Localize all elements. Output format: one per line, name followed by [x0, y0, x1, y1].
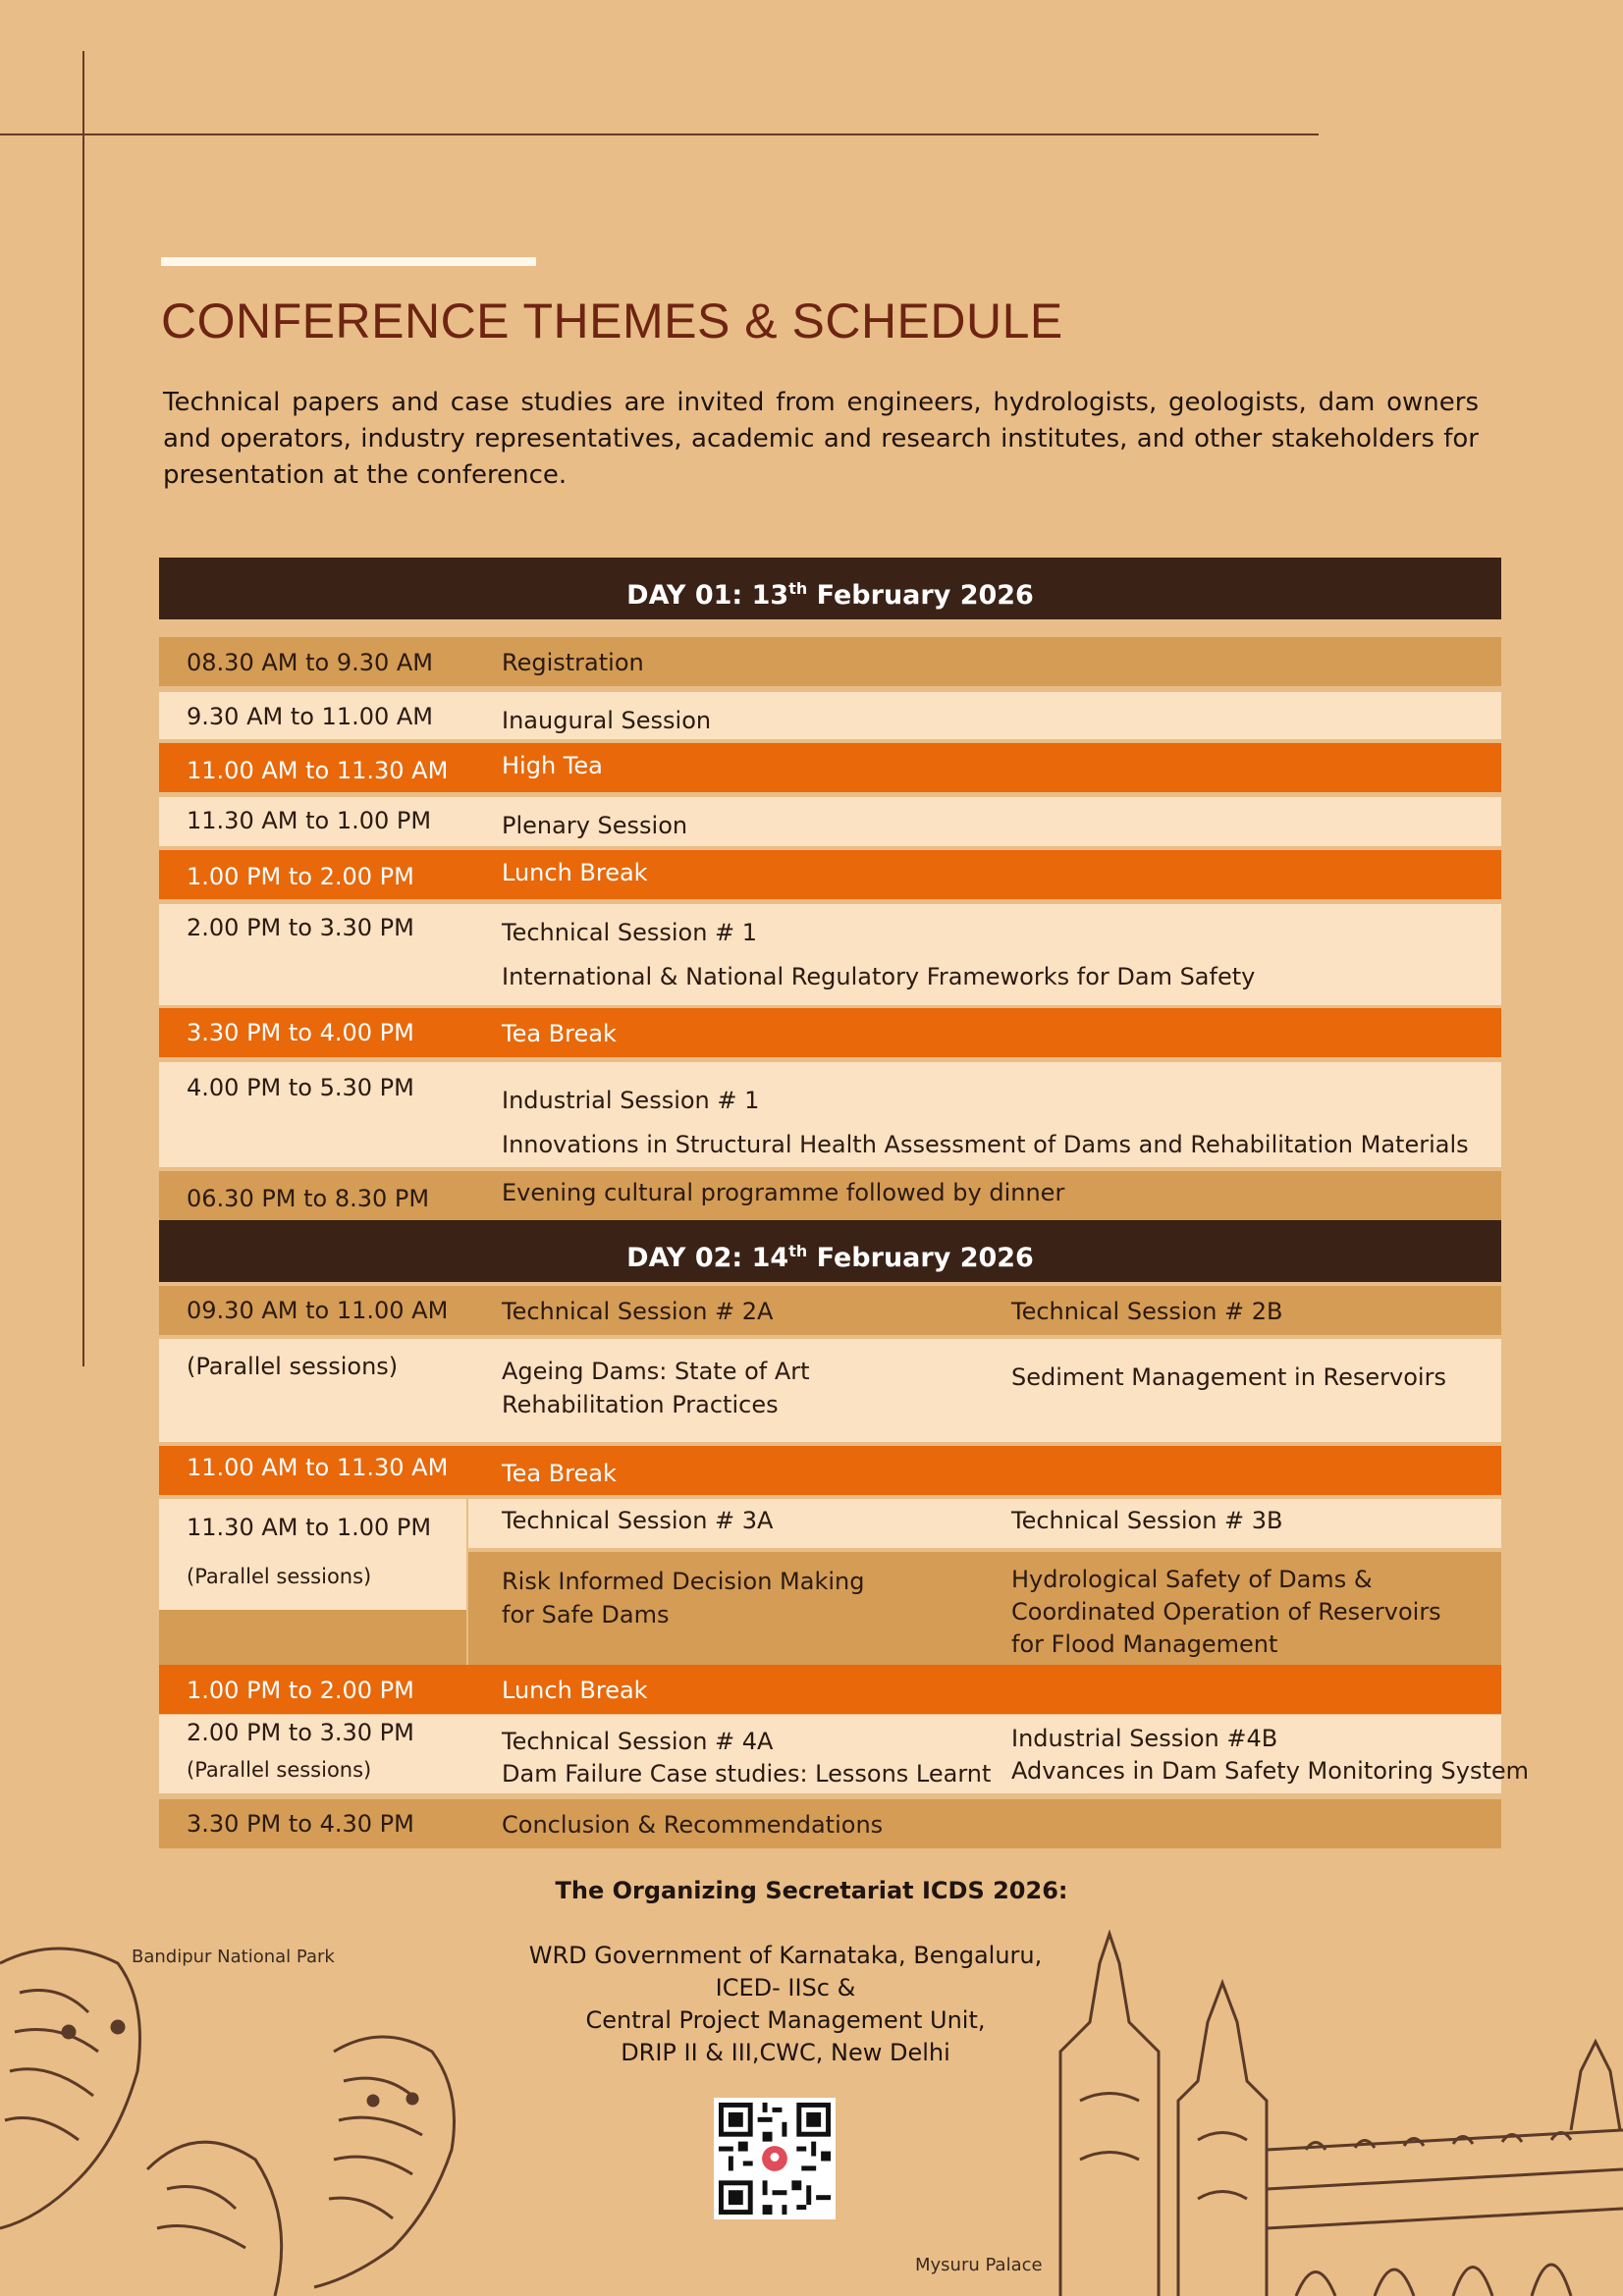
schedule-row	[159, 637, 1501, 686]
session-b-title-line3: for Flood Management	[1011, 1630, 1278, 1658]
row-event: High Tea	[502, 752, 603, 779]
schedule-row	[159, 1171, 1501, 1220]
session-a-detail: Dam Failure Case studies: Lessons Learnt	[502, 1760, 992, 1788]
row-detail: Innovations in Structural Health Assessment of Dams and Rehabilitation Materials	[502, 1131, 1469, 1158]
schedule-row	[468, 1499, 1501, 1548]
decorative-vertical-line	[82, 51, 84, 1366]
organizer-line: WRD Government of Karnataka, Bengaluru,	[528, 1942, 1043, 1969]
row-time: 2.00 PM to 3.30 PM	[187, 914, 414, 941]
row-time: 11.00 AM to 11.30 AM	[187, 757, 449, 784]
session-b-detail: Advances in Dam Safety Monitoring System	[1011, 1757, 1530, 1785]
caption-right: Mysuru Palace	[915, 2255, 1043, 2275]
schedule-row	[159, 904, 1501, 1005]
row-time: 11.30 AM to 1.00 PM	[187, 807, 432, 834]
title-accent-bar	[161, 257, 536, 266]
row-time: 4.00 PM to 5.30 PM	[187, 1074, 414, 1101]
schedule-row	[159, 1339, 1501, 1442]
session-a: Technical Session # 3A	[502, 1507, 774, 1534]
row-event: Registration	[502, 649, 644, 676]
row-time: 2.00 PM to 3.30 PM	[187, 1719, 414, 1746]
session-b-title: Hydrological Safety of Dams &	[1011, 1566, 1373, 1593]
time-cell-filler	[159, 1610, 466, 1665]
page-title: CONFERENCE THEMES & SCHEDULE	[161, 294, 1063, 348]
row-time: 06.30 PM to 8.30 PM	[187, 1185, 430, 1212]
schedule-row	[159, 743, 1501, 792]
row-note: (Parallel sessions)	[187, 1353, 399, 1380]
schedule-row	[468, 1552, 1501, 1665]
schedule-row	[159, 797, 1501, 846]
session-b-title: Industrial Session #4B	[1011, 1725, 1278, 1752]
day2-label-prefix: DAY 02: 14	[626, 1243, 789, 1273]
intro-paragraph: Technical papers and case studies are invited from engineers, hydrologists, geologists, dam owners and operators, industry representatives, academic and research institutes, and other stakeholders for presentation at the conference.	[163, 388, 1479, 490]
organizer-line: DRIP II & III,CWC, New Delhi	[621, 2039, 950, 2066]
day1-header	[159, 558, 1501, 619]
row-time: 1.00 PM to 2.00 PM	[187, 1677, 414, 1704]
session-a-title: Risk Informed Decision Making	[502, 1568, 865, 1595]
session-a-title: Ageing Dams: State of Art	[502, 1358, 810, 1385]
row-event: Tea Break	[502, 1460, 617, 1487]
day1-label-prefix: DAY 01: 13	[626, 580, 789, 611]
organizer-line: ICED- IISc &	[715, 1974, 856, 2002]
organizer-line: Central Project Management Unit,	[585, 2006, 986, 2034]
row-event: Plenary Session	[502, 812, 688, 839]
session-b-title-line2: Coordinated Operation of Reservoirs	[1011, 1598, 1441, 1626]
row-event: Evening cultural programme followed by dinner	[502, 1179, 1065, 1206]
schedule-row	[159, 692, 1501, 739]
day1-label-suffix: February 2026	[807, 580, 1034, 611]
schedule-row	[159, 1008, 1501, 1057]
qr-code-icon	[714, 2098, 836, 2219]
session-b: Technical Session # 2B	[1011, 1298, 1283, 1325]
session-a: Technical Session # 2A	[502, 1298, 774, 1325]
row-time: 09.30 AM to 11.00 AM	[187, 1297, 449, 1324]
palace-illustration	[1011, 1904, 1623, 2296]
schedule-row	[159, 1799, 1501, 1848]
schedule-row	[159, 1286, 1501, 1335]
session-a-title: Technical Session # 4A	[502, 1728, 774, 1755]
schedule-row	[159, 1715, 1530, 1793]
tiger-illustration	[0, 1924, 501, 2296]
row-time: 11.30 AM to 1.00 PM	[187, 1514, 432, 1541]
row-time: 08.30 AM to 9.30 AM	[187, 649, 434, 676]
organizer-heading: The Organizing Secretariat ICDS 2026:	[555, 1877, 1068, 1904]
day2-label-suffix: February 2026	[807, 1243, 1034, 1273]
row-time: 3.30 PM to 4.30 PM	[187, 1810, 414, 1838]
row-note: (Parallel sessions)	[187, 1758, 372, 1782]
day1-label-sup: th	[788, 579, 808, 598]
row-event: Lunch Break	[502, 1677, 648, 1704]
session-a-title-line2: for Safe Dams	[502, 1601, 670, 1629]
time-cell	[159, 1499, 466, 1610]
decorative-horizontal-line	[0, 133, 1319, 135]
row-detail: International & National Regulatory Frameworks for Dam Safety	[502, 963, 1256, 990]
row-event: Technical Session # 1	[502, 919, 758, 946]
day2-label-sup: th	[788, 1242, 808, 1260]
session-b-title: Sediment Management in Reservoirs	[1011, 1363, 1446, 1391]
row-event: Lunch Break	[502, 859, 648, 886]
row-time: 9.30 AM to 11.00 AM	[187, 703, 434, 730]
organizer-list	[491, 1940, 1080, 2069]
row-time: 11.00 AM to 11.30 AM	[187, 1454, 449, 1481]
day2-header	[159, 1220, 1501, 1282]
schedule-row	[159, 1446, 1501, 1495]
row-note: (Parallel sessions)	[187, 1565, 372, 1588]
row-event: Inaugural Session	[502, 707, 712, 734]
row-time: 3.30 PM to 4.00 PM	[187, 1019, 414, 1046]
schedule-row	[159, 1062, 1501, 1167]
row-time: 1.00 PM to 2.00 PM	[187, 863, 414, 890]
row-event: Conclusion & Recommendations	[502, 1811, 884, 1839]
session-b: Technical Session # 3B	[1011, 1507, 1283, 1534]
row-event: Tea Break	[502, 1020, 617, 1047]
caption-left: Bandipur National Park	[132, 1947, 335, 1967]
schedule-row	[159, 850, 1501, 899]
row-event: Industrial Session # 1	[502, 1087, 760, 1114]
schedule-row	[159, 1665, 1501, 1714]
session-a-title-line2: Rehabilitation Practices	[502, 1391, 779, 1418]
